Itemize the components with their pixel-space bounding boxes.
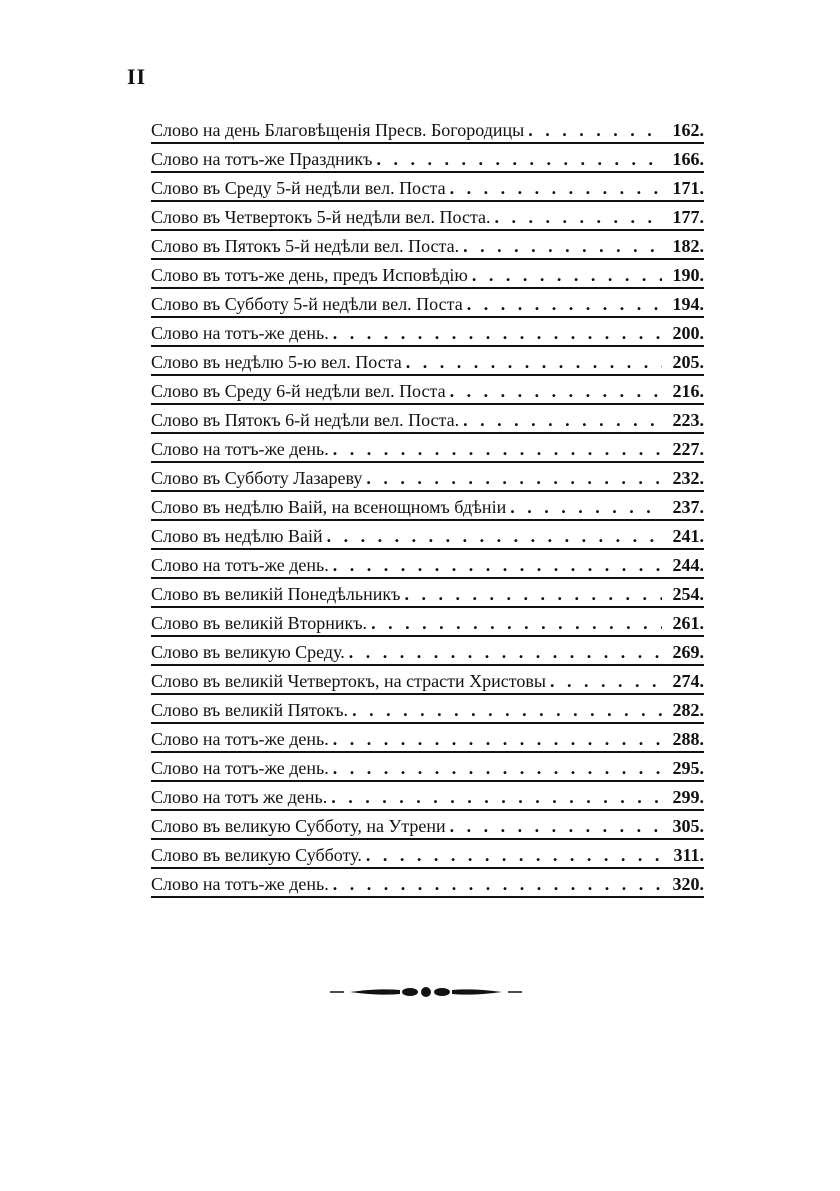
toc-entry bbox=[151, 608, 704, 637]
toc-entry-title: Слово въ великую Субботу, на Утрени bbox=[151, 816, 446, 836]
toc-entry-page: 182. bbox=[672, 236, 704, 256]
toc-entry bbox=[151, 579, 704, 608]
toc-entry-title: Слово въ недѣлю Ваій bbox=[151, 526, 323, 546]
toc-entry-page: 254. bbox=[672, 584, 704, 604]
dot-leader bbox=[366, 468, 662, 488]
toc-entry-title: Слово въ Среду 6-й недѣли вел. Поста bbox=[151, 381, 446, 401]
toc-entry-page: 261. bbox=[672, 613, 704, 633]
toc-entry-page: 166. bbox=[672, 149, 704, 169]
dot-leader bbox=[495, 207, 662, 227]
toc-entry-title: Слово въ Субботу 5-й недѣли вел. Поста bbox=[151, 294, 463, 314]
dot-leader bbox=[333, 874, 662, 894]
dot-leader bbox=[467, 294, 662, 314]
dot-leader bbox=[333, 758, 662, 778]
toc-entry-title: Слово въ Субботу Лазареву bbox=[151, 468, 363, 488]
toc-entry bbox=[151, 753, 704, 782]
toc-entry bbox=[151, 840, 704, 869]
toc-entry-title: Слово въ недѣлю 5-ю вел. Поста bbox=[151, 352, 402, 372]
toc-entry-title: Слово въ великую Субботу. bbox=[151, 845, 362, 865]
toc-entry-title: Слово въ Четвертокъ 5-й недѣли вел. Поста. bbox=[151, 207, 491, 227]
toc-entry-title: Слово на тотъ-же день. bbox=[151, 555, 329, 575]
toc-entry-title: Слово въ тотъ-же день, предъ Исповѣдію bbox=[151, 265, 468, 285]
toc-entry-title: Слово въ великій Четвертокъ, на страсти Христовы bbox=[151, 671, 546, 691]
toc-entry-page: 305. bbox=[672, 816, 704, 836]
toc-entry-page: 205. bbox=[672, 352, 704, 372]
toc-entry-title: Слово на тотъ-же день. bbox=[151, 758, 329, 778]
toc-entry bbox=[151, 347, 704, 376]
toc-entry-title: Слово на тотъ же день. bbox=[151, 787, 328, 807]
toc-entry-title: Слово на тотъ-же день. bbox=[151, 323, 329, 343]
toc-entry-page: 223. bbox=[672, 410, 704, 430]
toc-entry bbox=[151, 434, 704, 463]
toc-entry-title: Слово въ Пятокъ 6-й недѣли вел. Поста. bbox=[151, 410, 460, 430]
toc-entry-page: 295. bbox=[672, 758, 704, 778]
dot-leader bbox=[331, 787, 662, 807]
toc-entry-title: Слово въ великій Вторникъ. bbox=[151, 613, 368, 633]
dot-leader bbox=[406, 352, 662, 372]
toc-entry-page: 274. bbox=[672, 671, 704, 691]
toc-entry bbox=[151, 144, 704, 173]
toc-entry bbox=[151, 463, 704, 492]
toc-entry bbox=[151, 231, 704, 260]
table-of-contents bbox=[151, 115, 704, 898]
toc-entry bbox=[151, 637, 704, 666]
toc-entry bbox=[151, 492, 704, 521]
toc-entry bbox=[151, 289, 704, 318]
toc-entry-page: 299. bbox=[672, 787, 704, 807]
dot-leader bbox=[333, 439, 662, 459]
dot-leader bbox=[333, 729, 662, 749]
toc-entry-title: Слово на тотъ-же Праздникъ bbox=[151, 149, 373, 169]
dot-leader bbox=[333, 323, 662, 343]
dot-leader bbox=[349, 642, 662, 662]
toc-entry-page: 320. bbox=[672, 874, 704, 894]
toc-entry bbox=[151, 115, 704, 144]
toc-entry-title: Слово на тотъ-же день. bbox=[151, 874, 329, 894]
dot-leader bbox=[376, 149, 662, 169]
toc-entry-title: Слово на тотъ-же день. bbox=[151, 729, 329, 749]
toc-entry-page: 311. bbox=[673, 845, 704, 865]
dot-leader bbox=[510, 497, 662, 517]
toc-entry bbox=[151, 869, 704, 898]
dot-leader bbox=[472, 265, 662, 285]
toc-entry bbox=[151, 318, 704, 347]
toc-entry-title: Слово на день Благовѣщенія Пресв. Богородицы bbox=[151, 120, 525, 140]
toc-entry-title: Слово въ Пятокъ 5-й недѣли вел. Поста. bbox=[151, 236, 460, 256]
tailpiece-ornament-icon bbox=[330, 984, 522, 1000]
toc-entry-page: 232. bbox=[672, 468, 704, 488]
dot-leader bbox=[463, 410, 662, 430]
page-number: II bbox=[127, 64, 147, 89]
toc-entry-page: 216. bbox=[672, 381, 704, 401]
toc-entry-page: 241. bbox=[672, 526, 704, 546]
toc-entry-title: Слово въ великую Среду. bbox=[151, 642, 345, 662]
dot-leader bbox=[450, 381, 662, 401]
toc-entry-page: 269. bbox=[672, 642, 704, 662]
toc-entry-page: 194. bbox=[672, 294, 704, 314]
toc-entry-page: 244. bbox=[672, 555, 704, 575]
dot-leader bbox=[327, 526, 662, 546]
dot-leader bbox=[528, 120, 662, 140]
toc-entry-title: Слово въ Среду 5-й недѣли вел. Поста bbox=[151, 178, 446, 198]
toc-entry-title: Слово въ великій Пятокъ. bbox=[151, 700, 349, 720]
dot-leader bbox=[463, 236, 662, 256]
toc-entry-title: Слово на тотъ-же день. bbox=[151, 439, 329, 459]
toc-entry bbox=[151, 811, 704, 840]
toc-entry-page: 190. bbox=[672, 265, 704, 285]
toc-entry bbox=[151, 666, 704, 695]
dot-leader bbox=[550, 671, 662, 691]
dot-leader bbox=[450, 178, 662, 198]
toc-entry-page: 237. bbox=[672, 497, 704, 517]
toc-entry bbox=[151, 782, 704, 811]
toc-entry-title: Слово въ недѣлю Ваій, на всенощномъ бдѣніи bbox=[151, 497, 507, 517]
toc-entry-page: 171. bbox=[672, 178, 704, 198]
toc-entry bbox=[151, 695, 704, 724]
toc-entry bbox=[151, 521, 704, 550]
toc-entry bbox=[151, 724, 704, 753]
toc-entry-page: 177. bbox=[672, 207, 704, 227]
toc-entry bbox=[151, 376, 704, 405]
toc-entry bbox=[151, 260, 704, 289]
dot-leader bbox=[366, 845, 662, 865]
toc-entry-page: 162. bbox=[672, 120, 704, 140]
dot-leader bbox=[404, 584, 662, 604]
toc-entry-page: 288. bbox=[672, 729, 704, 749]
toc-entry bbox=[151, 173, 704, 202]
toc-entry-page: 282. bbox=[672, 700, 704, 720]
toc-entry-page: 200. bbox=[672, 323, 704, 343]
toc-entry-page: 227. bbox=[672, 439, 704, 459]
dot-leader bbox=[333, 555, 662, 575]
dot-leader bbox=[352, 700, 662, 720]
toc-entry-title: Слово въ великій Понедѣльникъ bbox=[151, 584, 401, 604]
toc-entry bbox=[151, 202, 704, 231]
dot-leader bbox=[450, 816, 662, 836]
toc-entry bbox=[151, 405, 704, 434]
toc-entry bbox=[151, 550, 704, 579]
dot-leader bbox=[371, 613, 662, 633]
